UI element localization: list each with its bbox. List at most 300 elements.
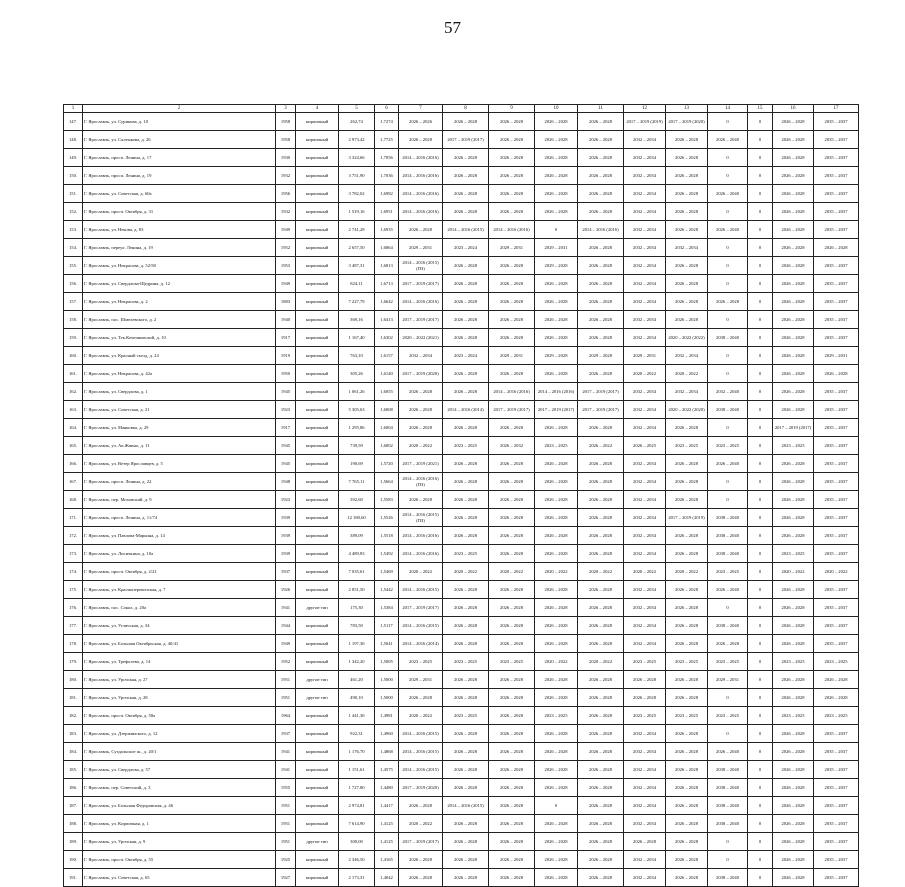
table-cell: 2026 – 2028 [773,329,814,347]
table-cell: 2026 – 2028 [773,617,814,635]
table-cell: 2023 – 2025 [773,545,814,563]
table-cell: 2026 – 2028 [443,149,489,167]
table-row [64,545,859,563]
table-cell: 2026 – 2028 [666,635,708,653]
table-cell: 2035 – 2037 [814,815,859,833]
column-number-cell: 14 [708,105,748,113]
table-cell: 2026 – 2028 [708,635,748,653]
table-cell: 2026 – 2028 [489,833,535,851]
table-cell: 2035 – 2037 [814,275,859,293]
table-cell: 2026 – 2028 [578,797,624,815]
table-cell: 2038 – 2040 [708,527,748,545]
table-cell: 2026 – 2028 [535,131,578,149]
table-row [64,257,859,275]
table-cell: 2026 – 2028 [578,869,624,887]
table-cell: 186. [64,779,83,797]
table-cell: кирпичный [296,239,339,257]
table-cell: 2023 – 2024 [443,347,489,365]
table-cell: 2035 – 2037 [814,743,859,761]
table-cell: 1,6302 [375,329,399,347]
table-cell: 0 [748,275,773,293]
table-cell: 2035 – 2037 [814,725,859,743]
table-cell: 2026 – 2028 [489,473,535,491]
table-cell: 2023 – 2025 [443,707,489,725]
table-cell: 2023 – 2025 [624,653,666,671]
table-cell: 1,5384 [375,599,399,617]
table-cell: 2026 – 2028 [773,347,814,365]
table-cell: 1951 [276,671,296,689]
table-cell: 1945 [276,383,296,401]
table-cell: 160. [64,347,83,365]
table-cell: 2026 – 2028 [443,725,489,743]
table-cell: 2026 – 2028 [773,851,814,869]
table-row [64,131,859,149]
table-cell: 1,4125 [375,815,399,833]
table-cell: 0 [748,725,773,743]
table-cell: 2026 – 2040 [708,131,748,149]
table-cell: 1,5000 [375,689,399,707]
column-number-cell: 1 [64,105,83,113]
table-row [64,761,859,779]
table-cell: 1949 [276,275,296,293]
table-cell: 2026 – 2028 [773,293,814,311]
table-cell: 0 [708,419,748,437]
table-cell: 2026 – 2028 [399,851,443,869]
table-cell: 2026 – 2028 [535,293,578,311]
table-cell: 2026 – 2028 [814,365,859,383]
table-cell: 2026 – 2028 [489,131,535,149]
table-cell: кирпичный [296,185,339,203]
table-cell: 2026 – 2028 [443,671,489,689]
table-cell: 1939 [276,527,296,545]
table-cell: 0 [748,527,773,545]
table-cell: 184. [64,743,83,761]
table-cell: 2026 – 2028 [489,725,535,743]
table-cell: 2032 – 2034 [624,185,666,203]
table-cell: 2 346,50 [339,851,375,869]
table-cell: 2035 – 2037 [814,149,859,167]
table-cell: 2026 – 2028 [773,797,814,815]
table-cell: 2026 – 2028 [535,419,578,437]
table-cell: 2026 – 2028 [443,581,489,599]
table-cell: 2032 – 2034 [624,635,666,653]
table-cell: 174. [64,563,83,581]
address-cell: Г. Ярославль, ул. Большая Федоровская, д. 46 [83,797,276,815]
table-cell: 1 176,70 [339,743,375,761]
table-cell: 2026 – 2028 [666,689,708,707]
table-cell: кирпичный [296,761,339,779]
table-cell: 1951 [276,797,296,815]
address-cell: Г. Ярославль, ул. Кирпичная, д. 1 [83,815,276,833]
table-cell: 369,16 [339,311,375,329]
table-row [64,347,859,365]
table-cell: 1941 [276,599,296,617]
table-cell: 2026 – 2028 [489,635,535,653]
table-cell: 2026 – 2028 [489,707,535,725]
address-cell: Г. Ярославль, пер. Моховский, д. 9 [83,491,276,509]
table-cell: кирпичный [296,797,339,815]
table-cell: 2023 – 2025 [443,545,489,563]
table-cell: 2026 – 2028 [666,869,708,887]
table-cell: 0 [708,599,748,617]
table-cell: 2032 – 2034 [624,527,666,545]
column-number-cell: 12 [624,105,666,113]
table-row [64,851,859,869]
table-cell: 2020 – 2022 [399,437,443,455]
table-cell: 2035 – 2037 [814,455,859,473]
table-cell: 2026 – 2028 [773,185,814,203]
table-cell: 2026 – 2028 [773,455,814,473]
table-cell: 2020 – 2022 [814,563,859,581]
table-cell: 12 180,60 [339,509,375,527]
table-cell: 2020 – 2022 [399,815,443,833]
table-cell: 2020 – 2022 [399,563,443,581]
table-cell: кирпичный [296,455,339,473]
table-cell: 2032 – 2034 [666,383,708,401]
table-cell: 162. [64,383,83,401]
table-cell: 159. [64,329,83,347]
table-cell: 1,5583 [375,491,399,509]
table-row [64,167,859,185]
table-cell: 2026 – 2028 [578,293,624,311]
table-cell: другие тип [296,599,339,617]
table-cell: 0 [708,689,748,707]
table-cell: 0 [708,491,748,509]
table-cell: 147. [64,113,83,131]
address-cell: Г. Ярославль, ул. Ак.Жвино, д. 11 [83,437,276,455]
table-cell: 1,5492 [375,545,399,563]
table-cell: 2032 – 2034 [624,275,666,293]
table-row [64,419,859,437]
table-row [64,149,859,167]
table-cell: 2026 – 2028 [489,329,535,347]
table-cell: 2023 – 2025 [666,707,708,725]
table-cell: 2026 – 2028 [666,293,708,311]
table-cell: 2038 – 2040 [708,545,748,563]
table-cell: кирпичный [296,779,339,797]
table-cell: 2026 – 2028 [578,311,624,329]
table-cell: 1,5442 [375,581,399,599]
table-cell: 0 [748,851,773,869]
table-cell: 2029 – 2031 [399,671,443,689]
table-cell: 2026 – 2028 [489,599,535,617]
table-cell: 1,7056 [375,149,399,167]
table-cell: 1949 [276,635,296,653]
table-cell: 2026 – 2028 [578,257,624,275]
table-row [64,581,859,599]
table-cell: 2026 – 2028 [773,473,814,491]
column-number-cell: 2 [83,105,276,113]
table-cell: 2035 – 2037 [814,311,859,329]
table-cell: 3 324,66 [339,149,375,167]
table-cell: 2026 – 2028 [535,473,578,491]
table-cell: 182. [64,707,83,725]
table-cell: 1 342,20 [339,653,375,671]
column-number-cell: 16 [773,105,814,113]
table-cell: 2026 – 2028 [773,203,814,221]
table-cell: 2026 – 2028 [578,635,624,653]
table-cell: 5 305,63 [339,401,375,419]
table-cell: 2014 – 2016 (2015) [443,221,489,239]
table-cell: 1945 [276,437,296,455]
table-cell: кирпичный [296,581,339,599]
table-cell: 2026 – 2028 [578,815,624,833]
table-cell: 2026 – 2028 [624,689,666,707]
table-cell: 2032 – 2034 [624,221,666,239]
table-cell: 0 [748,635,773,653]
column-number-cell: 8 [443,105,489,113]
table-cell: 2026 – 2028 [773,815,814,833]
table-cell: кирпичный [296,851,339,869]
table-cell: 2035 – 2037 [814,635,859,653]
address-cell: Г. Ярославль, ул. Ветер Ярославцев, д. 5 [83,455,276,473]
table-cell: 2026 – 2028 [535,761,578,779]
table-cell: 2035 – 2037 [814,851,859,869]
table-cell: 1927 [276,869,296,887]
table-cell: 0 [748,401,773,419]
table-cell: 2026 – 2028 [443,383,489,401]
table-cell: 2023 – 2025 [708,707,748,725]
table-cell: 1,5720 [375,455,399,473]
table-cell: 2020 – 2022 [535,563,578,581]
table-cell: 2026 – 2028 [666,671,708,689]
table-cell: 2026 – 2040 [708,455,748,473]
table-cell: 0 [708,113,748,131]
table-cell: 1939 [276,545,296,563]
table-cell: 2026 – 2028 [773,581,814,599]
column-number-cell: 17 [814,105,859,113]
table-cell: 2029 – 2031 [814,347,859,365]
address-cell: Г. Ярославль, ул. Большая Октябрьская, д. 40/41 [83,635,276,653]
table-row [64,455,859,473]
table-cell: 2020 – 2022 [578,563,624,581]
table-cell: 1,4480 [375,779,399,797]
table-cell: 161. [64,365,83,383]
table-cell: 2020 – 2022 [489,563,535,581]
table-cell: 7 227,79 [339,293,375,311]
table-cell: 763,10 [339,347,375,365]
address-cell: Г. Ярославль, ул. Некрасова, д. 2 [83,293,276,311]
table-cell: 2026 – 2028 [399,419,443,437]
table-cell: 2014 – 2016 (2016)(ПЗ) [399,473,443,491]
table-cell: 2014 – 2016 (2016) [399,167,443,185]
table-cell: 2032 – 2034 [624,545,666,563]
table-cell: 1,5041 [375,635,399,653]
table-cell: 2035 – 2037 [814,617,859,635]
table-cell: 2020 – 2022 [624,365,666,383]
table-cell: 1,5005 [375,653,399,671]
table-cell: 2026 – 2028 [773,221,814,239]
table-cell: 3 751,90 [339,167,375,185]
table-cell: 1951 [276,689,296,707]
table-cell: 2017 – 2019 (2020) [399,779,443,797]
address-cell: Г. Ярославль, ул. Тек.Кочешковской, д. 10 [83,329,276,347]
table-cell: 2032 – 2034 [624,509,666,527]
table-cell: 2026 – 2028 [666,779,708,797]
table-cell: 2026 – 2028 [666,851,708,869]
table-cell: 2026 – 2028 [578,419,624,437]
table-row [64,383,859,401]
address-cell: Г. Ярославль, ул. Маяковка, д. 29 [83,419,276,437]
table-cell: 2026 – 2028 [578,239,624,257]
table-cell: 1,6864 [375,239,399,257]
address-cell: Г. Ярославль, ул. Свердлова, д. 1 [83,383,276,401]
table-cell: 2038 – 2040 [708,401,748,419]
table-cell: 2038 – 2040 [708,761,748,779]
table-cell: 2017 – 2019 (2019) [624,113,666,131]
table-cell: 2032 – 2034 [666,347,708,365]
table-cell: 0 [708,473,748,491]
table-cell: 2035 – 2037 [814,167,859,185]
table-cell: 1949 [276,221,296,239]
table-cell: 2026 – 2028 [666,581,708,599]
table-cell: 2026 – 2028 [535,671,578,689]
table-cell: 148. [64,131,83,149]
table-cell: 2032 – 2034 [624,869,666,887]
address-cell: Г. Ярославль, просп. Ленина, д. 11/74 [83,509,276,527]
table-cell: 2035 – 2037 [814,869,859,887]
table-cell: 461,20 [339,671,375,689]
table-cell: 2026 – 2028 [666,617,708,635]
table-cell: 2026 – 2028 [535,581,578,599]
table-cell: 2032 – 2034 [624,581,666,599]
table-cell: 2026 – 2028 [489,617,535,635]
table-cell: 0 [748,185,773,203]
table-cell: 2026 – 2028 [666,815,708,833]
table-cell: 1,6413 [375,311,399,329]
address-cell: Г. Ярославль, пос. Сокол, д. 20а [83,599,276,617]
table-cell: 0 [748,761,773,779]
table-cell: 2032 – 2034 [624,419,666,437]
table-cell: 2026 – 2028 [773,527,814,545]
table-cell: кирпичный [296,437,339,455]
table-cell: 2026 – 2028 [666,419,708,437]
table-cell: 2038 – 2040 [708,869,748,887]
table-cell: 2026 – 2028 [489,257,535,275]
table-cell: 300,00 [339,833,375,851]
table-cell: 0 [748,221,773,239]
table-cell: 179. [64,653,83,671]
table-cell: 157. [64,293,83,311]
table-row [64,365,859,383]
table-row [64,113,859,131]
table-row [64,689,859,707]
table-cell: 1,4125 [375,833,399,851]
table-cell: 2032 – 2040 [708,383,748,401]
table-cell: 2026 – 2028 [443,203,489,221]
table-cell: 2026 – 2028 [666,203,708,221]
table-cell: 2023 – 2025 [535,437,578,455]
table-cell: 2032 – 2034 [624,257,666,275]
column-number-cell: 6 [375,105,399,113]
table-cell: 2026 – 2028 [535,725,578,743]
table-cell: 2026 – 2032 [489,437,535,455]
table-cell: 2017 – 2019 (2017) [443,131,489,149]
table-cell: 2029 – 2031 [489,347,535,365]
table-cell: 2014 – 2016 (2016) [535,383,578,401]
table-cell: 155. [64,257,83,275]
table-cell: 149. [64,149,83,167]
table-cell: 2026 – 2028 [666,599,708,617]
table-cell: 0 [748,815,773,833]
address-cell: Г. Ярославль, ул. Трефолева, д. 14 [83,653,276,671]
table-cell: 2026 – 2028 [535,275,578,293]
table-cell: 2026 – 2028 [535,617,578,635]
table-cell: 2026 – 2028 [578,707,624,725]
table-row [64,293,859,311]
table-cell: 2026 – 2028 [489,113,535,131]
table-cell: 1,6713 [375,275,399,293]
table-cell: 2032 – 2034 [624,329,666,347]
table-cell: 2026 – 2028 [578,617,624,635]
table-cell: 2026 – 2028 [535,185,578,203]
table-cell: 2017 – 2019 (2017) [535,401,578,419]
table-cell: 2032 – 2034 [624,293,666,311]
address-cell: Г. Ярославль, ул. Сурикова, д. 10 [83,113,276,131]
table-cell: 2026 – 2028 [578,743,624,761]
table-cell: 181. [64,689,83,707]
table-cell: 2026 – 2028 [535,689,578,707]
address-cell: Г. Ярославль, просп. Октября, д. 2/21 [83,563,276,581]
table-cell: 2026 – 2028 [489,275,535,293]
table-cell: кирпичный [296,203,339,221]
table-cell: 2026 – 2028 [578,185,624,203]
table-cell: 2026 – 2028 [773,635,814,653]
table-cell: кирпичный [296,617,339,635]
table-cell: 0 [708,851,748,869]
table-cell: 2 741,28 [339,221,375,239]
table-cell: 2026 – 2028 [578,545,624,563]
table-cell: 2014 – 2016 (2014) [399,635,443,653]
housing-repair-schedule-table [63,104,859,887]
table-cell: 2014 – 2016 (2015) [443,797,489,815]
table-cell: другие тип [296,671,339,689]
table-cell: 2026 – 2028 [535,149,578,167]
table-cell: 2032 – 2034 [624,131,666,149]
table-cell: 2026 – 2028 [666,725,708,743]
table-cell: 2026 – 2028 [489,509,535,527]
table-cell: 2014 – 2016 (2016) [399,203,443,221]
table-cell: 156. [64,275,83,293]
address-cell: Г. Ярославль, ул. Угличская, д. 34 [83,617,276,635]
table-cell: 2026 – 2028 [773,167,814,185]
table-cell: 1,6642 [375,293,399,311]
table-row [64,203,859,221]
table-cell: 1919 [276,347,296,365]
table-cell: 2035 – 2037 [814,509,859,527]
table-cell: 2026 – 2028 [578,761,624,779]
table-cell: 2029 – 2028 [535,257,578,275]
table-cell: 2026 – 2028 [489,455,535,473]
table-cell: 2026 – 2028 [624,671,666,689]
table-cell: кирпичный [296,257,339,275]
table-cell: 1940 [276,311,296,329]
table-cell: 191. [64,869,83,887]
table-cell: 153. [64,221,83,239]
table-cell: 2032 – 2034 [624,311,666,329]
table-cell: 305,26 [339,365,375,383]
table-cell: 2014 – 2016 (2016) [399,293,443,311]
column-number-cell: 13 [666,105,708,113]
table-cell: 2035 – 2037 [814,257,859,275]
table-cell: 2029 – 2028 [535,347,578,365]
table-cell: 2014 – 2016 (2015) [399,761,443,779]
table-cell: 1,5518 [375,527,399,545]
address-cell: Г. Ярославль, ул. Красноперекопская, д. 7 [83,581,276,599]
table-row [64,473,859,491]
table-cell: 2014 – 2016 (2016) [399,185,443,203]
table-cell: 2026 – 2028 [443,869,489,887]
